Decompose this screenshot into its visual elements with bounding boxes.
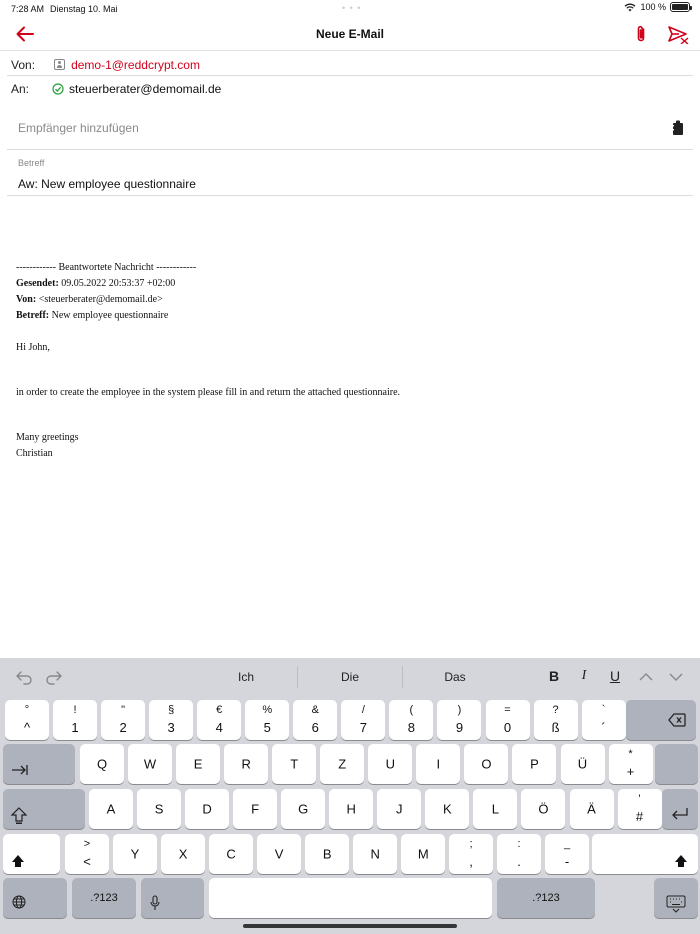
key-char: <: [83, 854, 91, 869]
paperclip-icon[interactable]: [632, 24, 650, 44]
key-punct-1[interactable]: [497, 834, 541, 874]
key-d[interactable]: [185, 789, 229, 829]
page-title: Neue E-Mail: [315, 27, 384, 41]
key-shift-char: §: [168, 704, 175, 716]
contact-card-icon: [54, 59, 65, 70]
key-o[interactable]: [464, 744, 508, 784]
key-char: 0: [503, 720, 512, 735]
return-key-top[interactable]: [655, 744, 698, 784]
key-shift-char: ': [638, 793, 641, 805]
key-label: N: [370, 846, 380, 862]
key-7[interactable]: [341, 700, 385, 740]
key-char: 7: [359, 720, 367, 735]
message-body[interactable]: [16, 260, 676, 462]
microphone-icon: [149, 895, 161, 911]
to-label: An:: [11, 82, 30, 96]
key-char: ^: [23, 720, 31, 735]
key-shift-char: :: [517, 838, 521, 850]
key-label: E: [193, 756, 203, 772]
quoted-subject-value: New employee questionnaire: [49, 310, 169, 321]
key-label: Ö: [538, 801, 549, 817]
subject-label: Betreff: [18, 158, 45, 168]
shift-icon: [11, 854, 25, 868]
battery-percent: 100 %: [640, 2, 666, 12]
key-label: K: [443, 801, 452, 817]
key-shift-char: >: [83, 838, 91, 850]
key-label: S: [154, 801, 164, 817]
key-ü[interactable]: [561, 744, 605, 784]
key-char: 8: [407, 720, 415, 735]
key-p[interactable]: [512, 744, 556, 784]
suggestion-divider: [297, 666, 298, 688]
key-shift-char: /: [361, 704, 365, 716]
on-screen-keyboard: [0, 658, 700, 934]
key-x[interactable]: [161, 834, 205, 874]
key-char: ,: [469, 854, 473, 869]
key-label: X: [178, 846, 188, 862]
key-label: Q: [96, 756, 108, 772]
key-label: T: [290, 756, 299, 772]
signature: Christian: [16, 448, 53, 459]
key-char: +: [626, 764, 635, 779]
key-label: B: [322, 846, 332, 862]
verified-check-icon: [52, 83, 64, 95]
key-5[interactable]: [245, 700, 289, 740]
key-label: F: [251, 801, 260, 817]
key-ß[interactable]: [534, 700, 578, 740]
subject-input[interactable]: Aw: New employee questionnaire: [18, 177, 196, 191]
key-g[interactable]: [281, 789, 325, 829]
keyboard-dismiss-icon: [666, 895, 686, 913]
key-shift-char: `: [601, 704, 606, 716]
quoted-sent-line: [16, 276, 676, 292]
key-1[interactable]: [53, 700, 97, 740]
key-shift-char: !: [73, 704, 77, 716]
status-time: 7:28 AM: [11, 4, 45, 14]
numbers-key-right[interactable]: [497, 878, 595, 918]
key-shift-char: ): [457, 704, 462, 716]
key-plus[interactable]: [609, 744, 653, 784]
tab-key[interactable]: [3, 744, 75, 784]
divider: [7, 75, 693, 76]
key-label: W: [143, 756, 157, 772]
key-label: I: [436, 756, 441, 772]
multitask-dots[interactable]: • • •: [342, 3, 362, 13]
from-address[interactable]: demo-1@reddcrypt.com: [71, 58, 200, 72]
key-3[interactable]: [149, 700, 193, 740]
key-y[interactable]: [113, 834, 157, 874]
key-6[interactable]: [293, 700, 337, 740]
redo-icon[interactable]: [45, 668, 63, 686]
key-shift-char: €: [216, 704, 223, 716]
key-l[interactable]: [473, 789, 517, 829]
quoted-from-line: [16, 292, 676, 308]
key-s[interactable]: [137, 789, 181, 829]
add-contact-icon[interactable]: [671, 120, 685, 136]
send-icon[interactable]: [667, 24, 689, 44]
key-h[interactable]: [329, 789, 373, 829]
key-n[interactable]: [353, 834, 397, 874]
dictation-key[interactable]: [141, 878, 204, 918]
status-bar: [0, 0, 700, 18]
key-k[interactable]: [425, 789, 469, 829]
key-shift-char: ;: [469, 838, 473, 850]
backspace-icon: [668, 713, 686, 727]
return-key[interactable]: [662, 789, 698, 829]
keyboard-toolbar: [0, 658, 700, 696]
key-u[interactable]: [368, 744, 412, 784]
quoted-from-value: <steuerberater@demomail.de>: [36, 294, 163, 305]
quoted-subject-line: [16, 308, 676, 324]
key-label: U: [385, 756, 395, 772]
key-label: D: [202, 801, 212, 817]
recipient-chip[interactable]: steuerberater@demomail.de: [69, 82, 222, 96]
quoted-from-label: Von:: [16, 294, 37, 305]
key-shift-char: _: [564, 838, 571, 850]
key-e[interactable]: [176, 744, 220, 784]
key-8[interactable]: [389, 700, 433, 740]
key-0[interactable]: [486, 700, 530, 740]
add-recipient-input[interactable]: Empfänger hinzufügen: [18, 121, 139, 135]
key-label: Z: [338, 756, 347, 772]
greeting: Hi John,: [16, 342, 50, 353]
key-char: 9: [455, 720, 464, 735]
key-´[interactable]: [582, 700, 626, 740]
key-m[interactable]: [401, 834, 445, 874]
divider: [7, 195, 693, 196]
key-char: 1: [71, 720, 79, 735]
key-shift-char: ?: [552, 704, 559, 716]
key-label: M: [417, 846, 429, 862]
quoted-sent-value: 09.05.2022 20:53:37 +02:00: [58, 278, 176, 289]
key-hash[interactable]: [618, 789, 662, 829]
key-ö[interactable]: [521, 789, 565, 829]
key-label: J: [396, 801, 403, 817]
key-j[interactable]: [377, 789, 421, 829]
status-date: Dienstag 10. Mai: [50, 4, 118, 14]
key-shift-char: °: [24, 704, 30, 716]
key-b[interactable]: [305, 834, 349, 874]
key-char: 5: [263, 720, 271, 735]
shift-icon: [674, 854, 688, 868]
nav-bar: [0, 18, 700, 51]
key-label: .?123: [532, 892, 560, 904]
chevron-down-icon[interactable]: [667, 668, 685, 686]
backspace-key[interactable]: [626, 700, 696, 740]
key-shift-char: &: [311, 704, 319, 716]
caps-lock-key[interactable]: [3, 789, 85, 829]
key-punct-0[interactable]: [449, 834, 493, 874]
quoted-subject-label: Betreff:: [16, 310, 50, 321]
key-char: 4: [215, 720, 223, 735]
key-label: R: [241, 756, 251, 772]
suggestion-1[interactable]: Ich: [237, 670, 254, 684]
key-shift-char: (: [409, 704, 414, 716]
key-shift-char: ": [121, 704, 126, 716]
key-label: H: [346, 801, 356, 817]
italic-button[interactable]: I: [581, 668, 587, 683]
quoted-header: ------------ Beantwortete Nachricht ------------: [16, 262, 197, 273]
key-9[interactable]: [437, 700, 481, 740]
key-label: Ü: [577, 756, 588, 772]
key-char: .: [517, 854, 521, 869]
undo-icon[interactable]: [15, 668, 33, 686]
key-f[interactable]: [233, 789, 277, 829]
suggestion-2[interactable]: Die: [340, 670, 359, 684]
key-4[interactable]: [197, 700, 241, 740]
home-indicator[interactable]: [243, 924, 457, 928]
key-punct-2[interactable]: [545, 834, 589, 874]
divider: [7, 149, 693, 150]
key-char: ´: [601, 720, 606, 735]
from-row[interactable]: [11, 58, 200, 72]
key-char: #: [635, 809, 644, 824]
hide-keyboard-key[interactable]: [654, 878, 698, 918]
key-i[interactable]: [416, 744, 460, 784]
key-label: P: [530, 756, 539, 772]
key-label: Y: [130, 846, 140, 862]
globe-key[interactable]: [3, 878, 67, 918]
from-label: Von:: [11, 58, 36, 72]
bold-button[interactable]: B: [548, 668, 560, 684]
caps-lock-icon: [11, 807, 27, 825]
key-label: Ä: [587, 801, 596, 817]
key-label: L: [491, 801, 499, 817]
wifi-icon: [624, 2, 636, 12]
key-label: O: [481, 756, 492, 772]
closing: Many greetings: [16, 432, 79, 443]
key-r[interactable]: [224, 744, 268, 784]
shift-key-left[interactable]: [3, 834, 60, 874]
key-w[interactable]: [128, 744, 172, 784]
key-2[interactable]: [101, 700, 145, 740]
key-a[interactable]: [89, 789, 133, 829]
shift-key-right[interactable]: [592, 834, 698, 874]
key-shift-char: %: [262, 704, 273, 716]
to-row[interactable]: [11, 82, 221, 96]
key-less-than[interactable]: [65, 834, 109, 874]
key-c[interactable]: [209, 834, 253, 874]
key-t[interactable]: [272, 744, 316, 784]
key-shift-char: *: [628, 748, 633, 760]
key-char: ß: [551, 720, 560, 735]
battery-icon: [670, 2, 690, 12]
return-icon: [671, 807, 689, 821]
key-shift-char: =: [504, 704, 511, 716]
key-char: 6: [311, 720, 319, 735]
key-label: C: [226, 846, 236, 862]
underline-button[interactable]: U: [609, 668, 621, 684]
key-label: .?123: [90, 892, 118, 904]
suggestion-divider: [402, 666, 403, 688]
tab-icon: [11, 764, 29, 776]
body-paragraph: in order to create the employee in the system please fill in and return the attached questionnaire.: [16, 387, 401, 398]
key-z[interactable]: [320, 744, 364, 784]
numbers-key-left[interactable]: [72, 878, 136, 918]
key-^[interactable]: [5, 700, 49, 740]
globe-icon: [12, 895, 26, 909]
space-bar[interactable]: [209, 878, 492, 918]
key-ä[interactable]: [570, 789, 614, 829]
key-label: V: [274, 846, 284, 862]
key-q[interactable]: [80, 744, 124, 784]
key-v[interactable]: [257, 834, 301, 874]
key-label: G: [298, 801, 309, 817]
key-char: 2: [119, 720, 127, 735]
quoted-sent-label: Gesendet:: [16, 278, 59, 289]
key-label: A: [106, 801, 116, 817]
key-char: -: [564, 854, 570, 869]
suggestion-3[interactable]: Das: [444, 670, 466, 684]
chevron-up-icon[interactable]: [637, 668, 655, 686]
key-char: 3: [167, 720, 175, 735]
